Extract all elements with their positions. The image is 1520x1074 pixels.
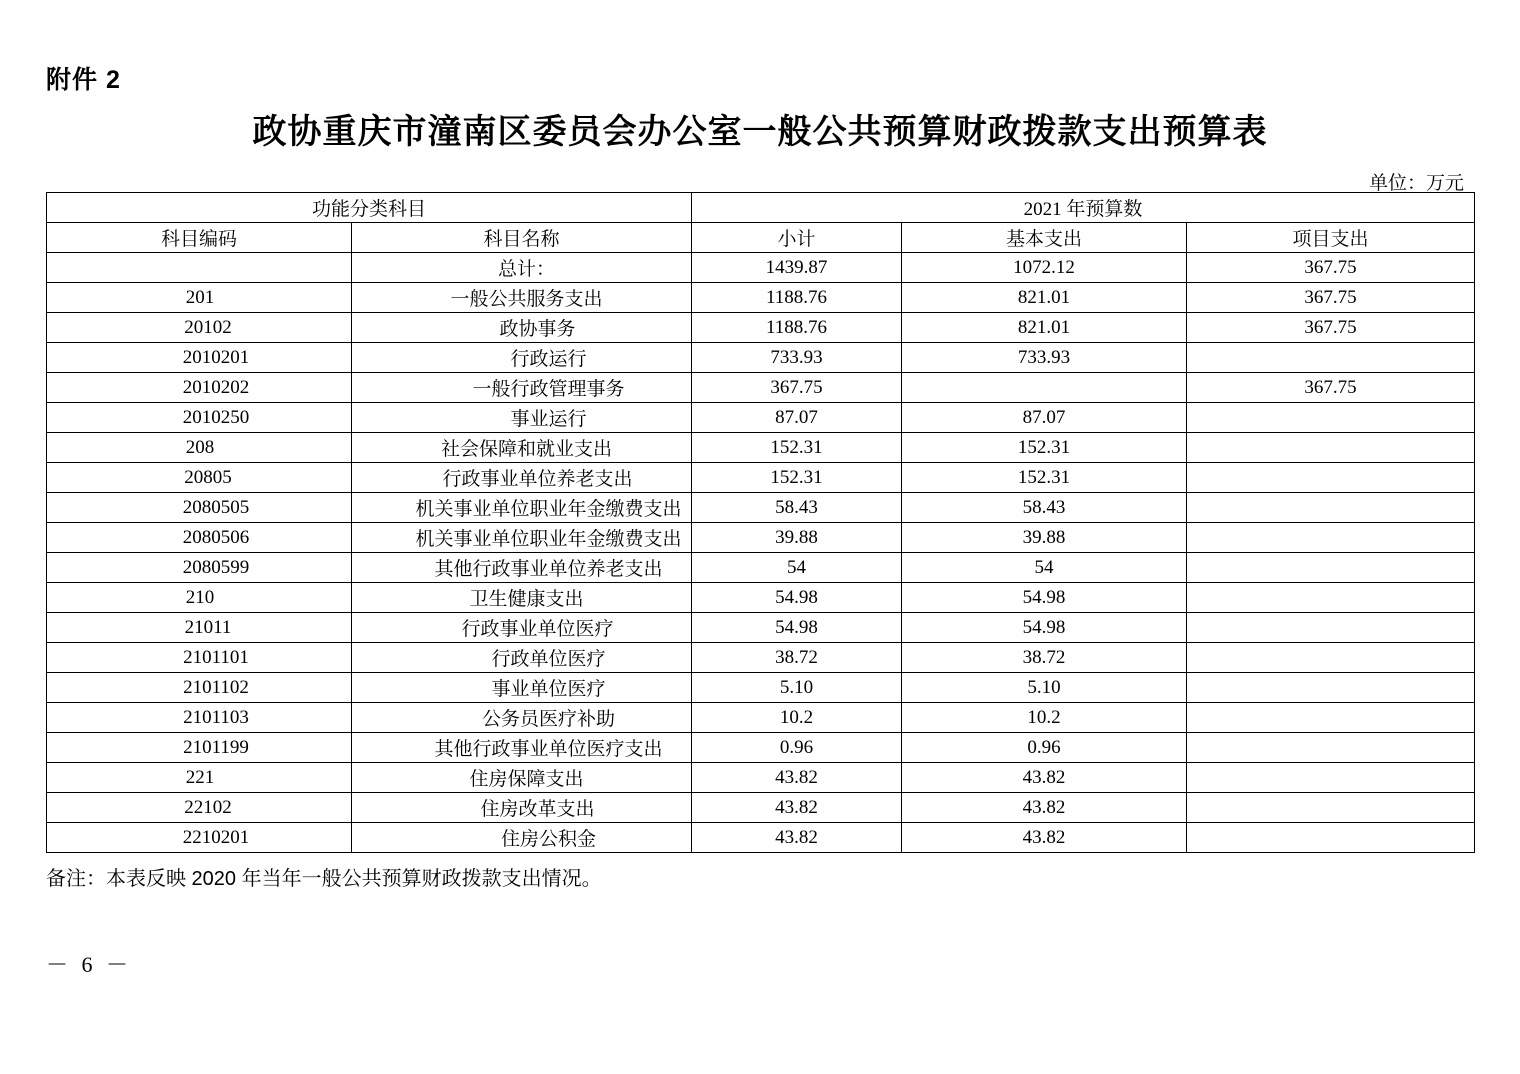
- cell-name: 机关事业单位职业年金缴费支出: [352, 493, 692, 523]
- cell-basic-expenditure: 54.98: [902, 613, 1187, 643]
- cell-project-expenditure: [1187, 493, 1475, 523]
- cell-basic-expenditure: 54: [902, 553, 1187, 583]
- cell-name: 行政事业单位养老支出: [352, 463, 692, 493]
- cell-name: 政协事务: [352, 313, 692, 343]
- cell-code: 2101199: [47, 733, 352, 763]
- table-column-header-row: [47, 223, 1475, 253]
- cell-basic-expenditure: 10.2: [902, 703, 1187, 733]
- cell-code: 2080505: [47, 493, 352, 523]
- cell-code: 2101102: [47, 673, 352, 703]
- table-row: [47, 793, 1475, 823]
- cell-name: 行政运行: [352, 343, 692, 373]
- cell-code: 2010202: [47, 373, 352, 403]
- table-row: [47, 643, 1475, 673]
- cell-project-expenditure: [1187, 463, 1475, 493]
- cell-name: 住房公积金: [352, 823, 692, 853]
- cell-basic-expenditure: 152.31: [902, 433, 1187, 463]
- cell-project-expenditure: [1187, 733, 1475, 763]
- cell-project-expenditure: [1187, 523, 1475, 553]
- cell-name: 事业单位医疗: [352, 673, 692, 703]
- cell-code: 221: [47, 763, 352, 793]
- cell-name: 社会保障和就业支出: [352, 433, 692, 463]
- cell-subtotal: 43.82: [692, 793, 902, 823]
- table-row: [47, 703, 1475, 733]
- cell-code: 208: [47, 433, 352, 463]
- table-row: [47, 733, 1475, 763]
- page-title: 政协重庆市潼南区委员会办公室一般公共预算财政拨款支出预算表: [252, 113, 1268, 151]
- group-header-functional-category: 功能分类科目: [47, 193, 692, 223]
- table-row: [47, 613, 1475, 643]
- table-row: [47, 433, 1475, 463]
- table-row: [47, 343, 1475, 373]
- cell-subtotal: 43.82: [692, 823, 902, 853]
- cell-project-expenditure: [1187, 673, 1475, 703]
- cell-project-expenditure: 367.75: [1187, 313, 1475, 343]
- remark-note: 备注：本表反映 2020 年当年一般公共预算财政拨款支出情况。: [46, 868, 602, 890]
- table-row: [47, 523, 1475, 553]
- column-header-project: 项目支出: [1187, 223, 1475, 253]
- column-header-code: 科目编码: [47, 223, 352, 253]
- cell-basic-expenditure: 58.43: [902, 493, 1187, 523]
- cell-subtotal: 54.98: [692, 613, 902, 643]
- cell-code: 2210201: [47, 823, 352, 853]
- cell-project-expenditure: [1187, 433, 1475, 463]
- cell-basic-expenditure: 43.82: [902, 793, 1187, 823]
- cell-code: 210: [47, 583, 352, 613]
- cell-code: 2080599: [47, 553, 352, 583]
- column-header-basic: 基本支出: [902, 223, 1187, 253]
- cell-code: 20102: [47, 313, 352, 343]
- table-row: [47, 823, 1475, 853]
- cell-subtotal: 58.43: [692, 493, 902, 523]
- table-header: [47, 193, 1475, 253]
- cell-code: 2080506: [47, 523, 352, 553]
- cell-project-expenditure: [1187, 343, 1475, 373]
- cell-basic-expenditure: 821.01: [902, 283, 1187, 313]
- table-row: [47, 313, 1475, 343]
- table-row: [47, 763, 1475, 793]
- cell-name: 一般行政管理事务: [352, 373, 692, 403]
- cell-project-expenditure: 367.75: [1187, 253, 1475, 283]
- page-number: － 6 －: [46, 952, 133, 977]
- cell-basic-expenditure: 43.82: [902, 823, 1187, 853]
- cell-name: 行政单位医疗: [352, 643, 692, 673]
- cell-name: 住房保障支出: [352, 763, 692, 793]
- cell-basic-expenditure: 1072.12: [902, 253, 1187, 283]
- cell-subtotal: 152.31: [692, 433, 902, 463]
- cell-subtotal: 87.07: [692, 403, 902, 433]
- cell-project-expenditure: [1187, 403, 1475, 433]
- table-row: [47, 283, 1475, 313]
- cell-basic-expenditure: 0.96: [902, 733, 1187, 763]
- cell-subtotal: 0.96: [692, 733, 902, 763]
- cell-project-expenditure: [1187, 553, 1475, 583]
- cell-basic-expenditure: 152.31: [902, 463, 1187, 493]
- cell-code: 2010201: [47, 343, 352, 373]
- cell-basic-expenditure: 54.98: [902, 583, 1187, 613]
- cell-code: 20805: [47, 463, 352, 493]
- cell-basic-expenditure: 5.10: [902, 673, 1187, 703]
- cell-project-expenditure: [1187, 583, 1475, 613]
- cell-project-expenditure: [1187, 643, 1475, 673]
- cell-name: 事业运行: [352, 403, 692, 433]
- cell-subtotal: 367.75: [692, 373, 902, 403]
- column-header-name: 科目名称: [352, 223, 692, 253]
- cell-code: [47, 253, 352, 283]
- unit-note: 单位：万元: [1368, 173, 1464, 194]
- cell-name: 公务员医疗补助: [352, 703, 692, 733]
- cell-project-expenditure: [1187, 763, 1475, 793]
- cell-name: 机关事业单位职业年金缴费支出: [352, 523, 692, 553]
- cell-code: 22102: [47, 793, 352, 823]
- cell-subtotal: 152.31: [692, 463, 902, 493]
- table-group-header-row: [47, 193, 1475, 223]
- cell-project-expenditure: 367.75: [1187, 283, 1475, 313]
- cell-subtotal: 1188.76: [692, 313, 902, 343]
- cell-code: 2101101: [47, 643, 352, 673]
- cell-project-expenditure: 367.75: [1187, 373, 1475, 403]
- cell-basic-expenditure: 43.82: [902, 763, 1187, 793]
- table-row: [47, 583, 1475, 613]
- cell-subtotal: 54: [692, 553, 902, 583]
- cell-project-expenditure: [1187, 613, 1475, 643]
- cell-code: 2010250: [47, 403, 352, 433]
- cell-subtotal: 1439.87: [692, 253, 902, 283]
- cell-basic-expenditure: 87.07: [902, 403, 1187, 433]
- cell-subtotal: 54.98: [692, 583, 902, 613]
- cell-subtotal: 733.93: [692, 343, 902, 373]
- cell-subtotal: 10.2: [692, 703, 902, 733]
- cell-code: 21011: [47, 613, 352, 643]
- table-row: [47, 553, 1475, 583]
- cell-code: 201: [47, 283, 352, 313]
- table-row: [47, 403, 1475, 433]
- cell-subtotal: 38.72: [692, 643, 902, 673]
- group-header-budget-year: 2021 年预算数: [692, 193, 1475, 223]
- cell-project-expenditure: [1187, 703, 1475, 733]
- cell-subtotal: 1188.76: [692, 283, 902, 313]
- cell-basic-expenditure: 39.88: [902, 523, 1187, 553]
- budget-table: [46, 192, 1475, 853]
- column-header-subtotal: 小计: [692, 223, 902, 253]
- table-row: [47, 463, 1475, 493]
- table-row: [47, 673, 1475, 703]
- cell-name: 总计：: [352, 253, 692, 283]
- cell-subtotal: 5.10: [692, 673, 902, 703]
- cell-subtotal: 39.88: [692, 523, 902, 553]
- table-row: [47, 253, 1475, 283]
- table-body: [47, 253, 1475, 853]
- cell-name: 一般公共服务支出: [352, 283, 692, 313]
- cell-basic-expenditure: 38.72: [902, 643, 1187, 673]
- cell-code: 2101103: [47, 703, 352, 733]
- table-row: [47, 373, 1475, 403]
- cell-basic-expenditure: 733.93: [902, 343, 1187, 373]
- cell-name: 行政事业单位医疗: [352, 613, 692, 643]
- cell-basic-expenditure: 821.01: [902, 313, 1187, 343]
- cell-project-expenditure: [1187, 823, 1475, 853]
- cell-basic-expenditure: [902, 373, 1187, 403]
- cell-name: 住房改革支出: [352, 793, 692, 823]
- cell-name: 其他行政事业单位养老支出: [352, 553, 692, 583]
- cell-project-expenditure: [1187, 793, 1475, 823]
- cell-name: 其他行政事业单位医疗支出: [352, 733, 692, 763]
- cell-subtotal: 43.82: [692, 763, 902, 793]
- table-row: [47, 493, 1475, 523]
- cell-name: 卫生健康支出: [352, 583, 692, 613]
- attachment-label: 附件 2: [46, 66, 121, 94]
